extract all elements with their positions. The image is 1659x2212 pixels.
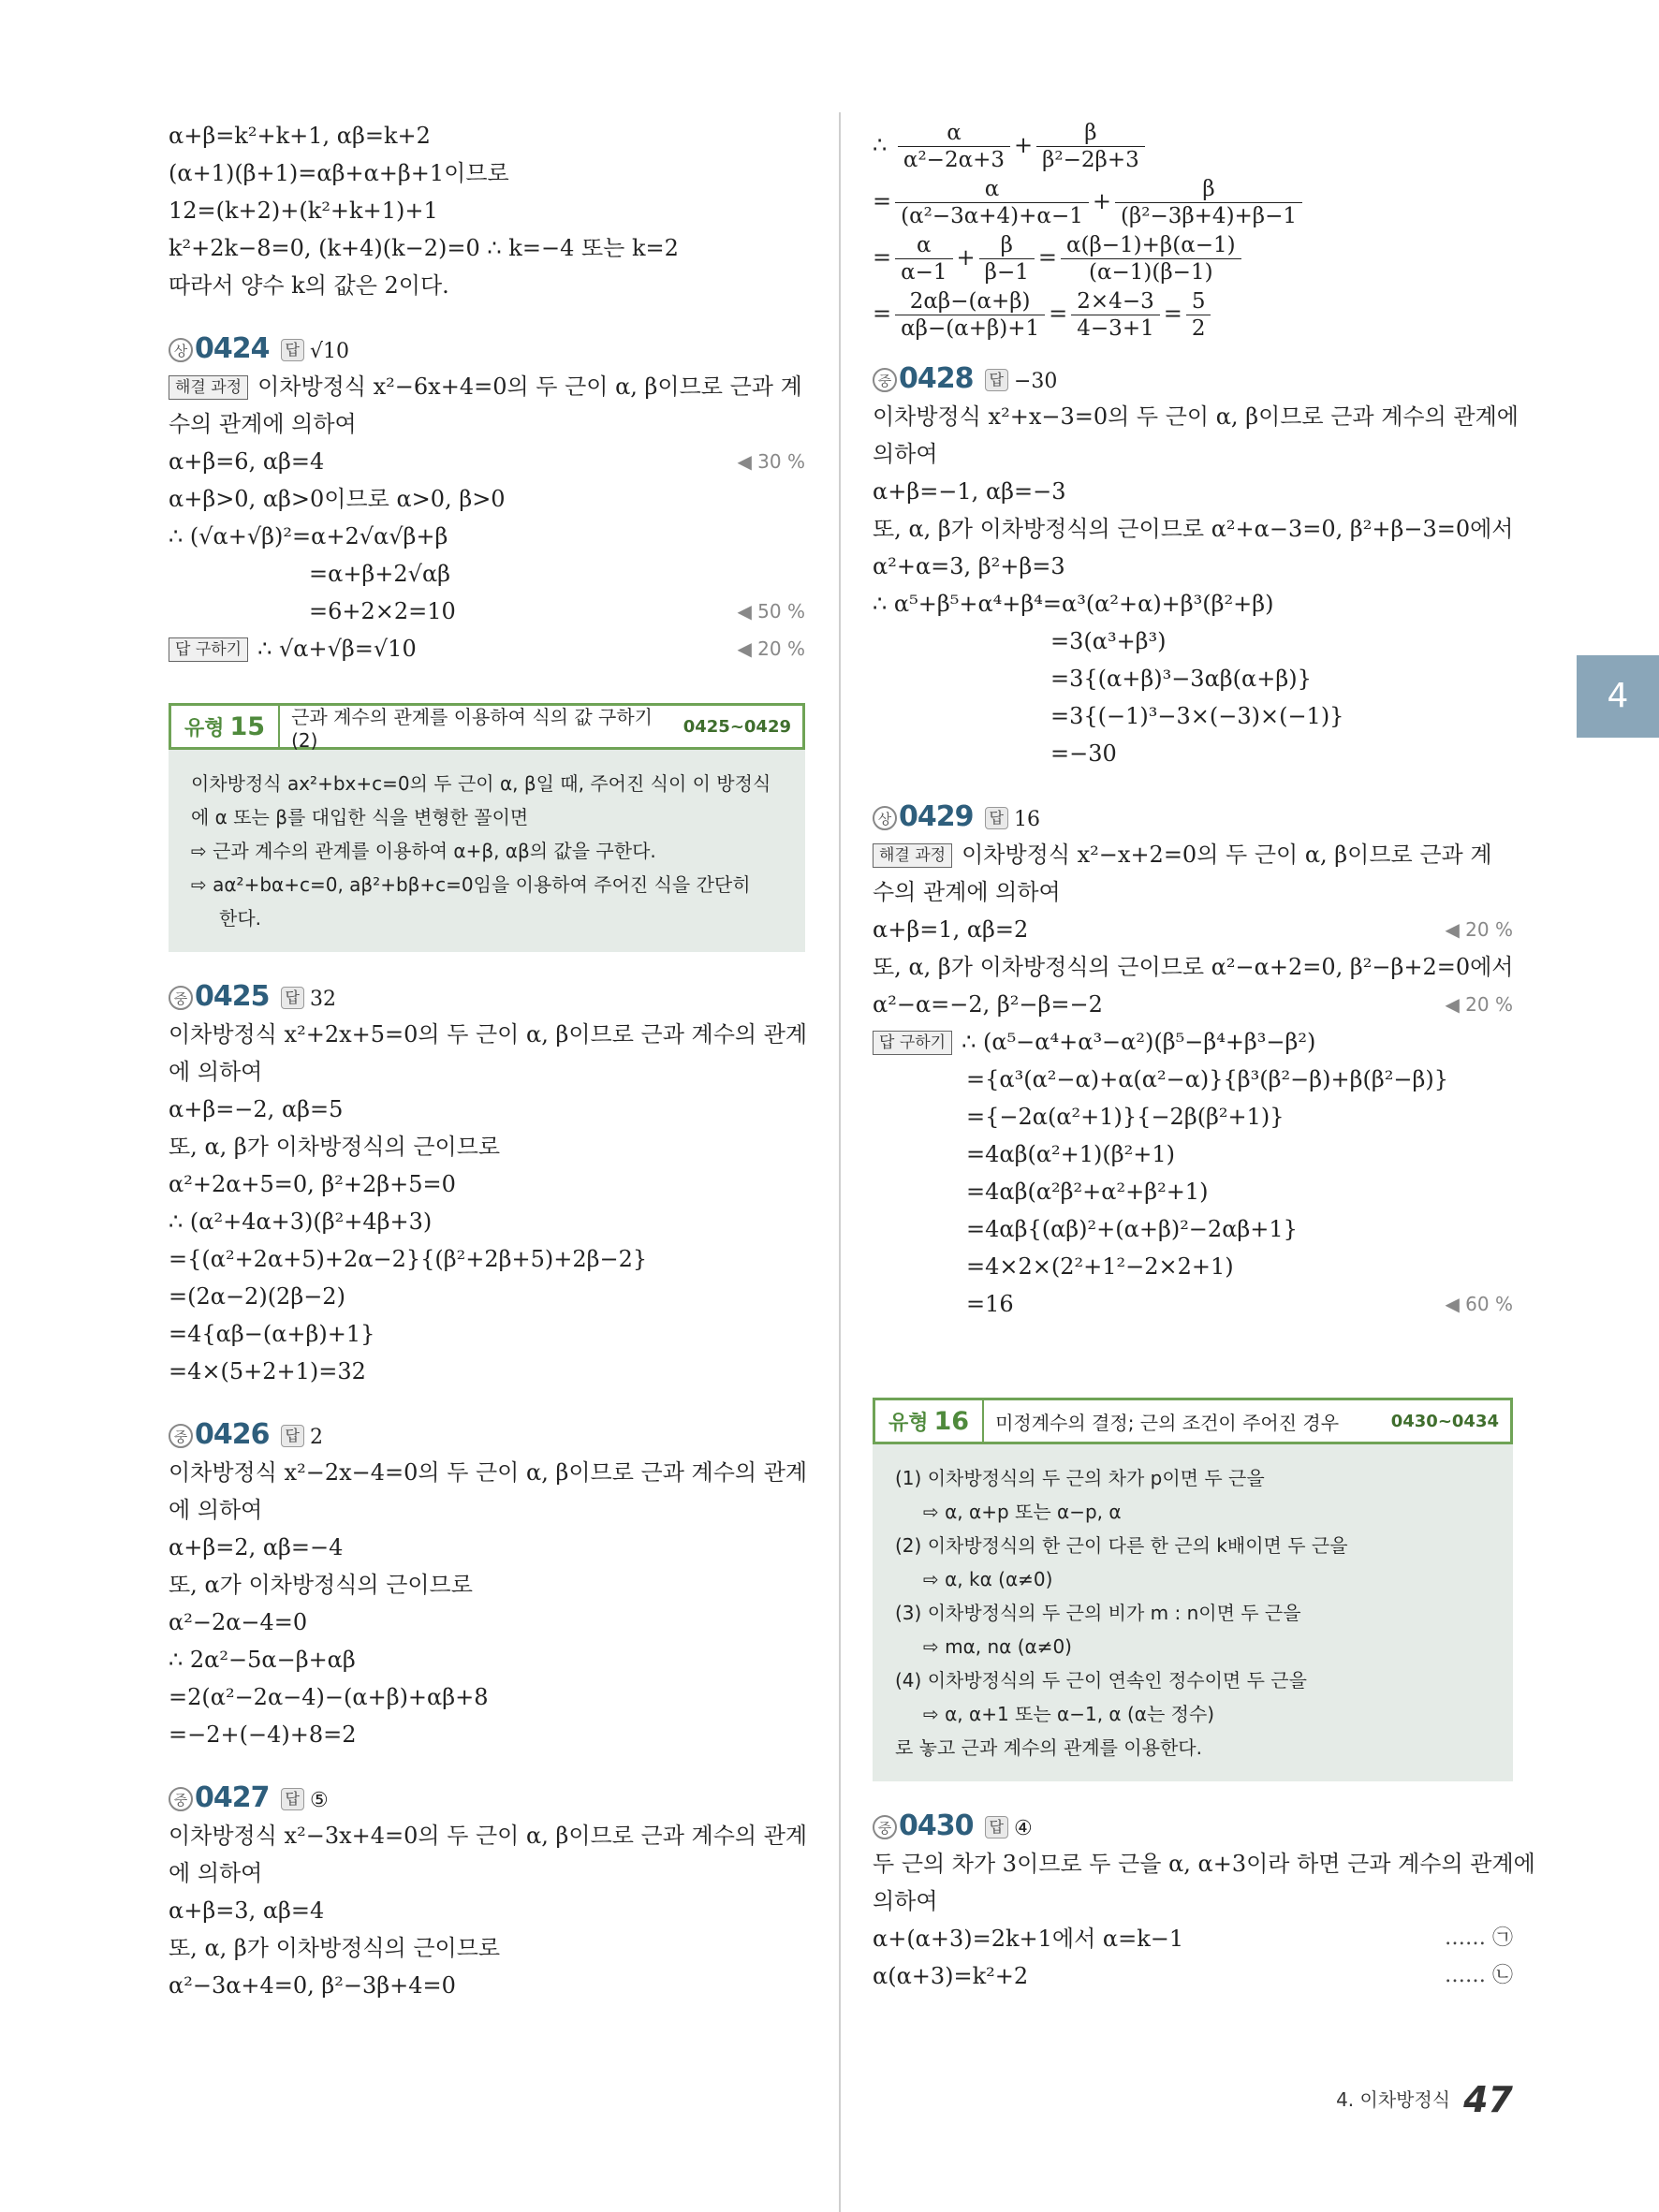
solution-line: =2(α²−2α−4)−(α+β)+αβ+8 xyxy=(169,1684,489,1710)
problem-0430 xyxy=(873,1808,1535,1995)
solution-line: =4{αβ−(α+β)+1} xyxy=(169,1321,375,1347)
solution-line xyxy=(873,986,1513,1023)
fraction-line xyxy=(873,173,1513,229)
right-column xyxy=(873,117,1535,1995)
score-percent: ◀ 60 % xyxy=(1445,1293,1513,1315)
line-text: α+β>0, αβ>0이므로 α>0, β>0 xyxy=(169,486,506,512)
fraction xyxy=(895,232,952,286)
level-badge: 중 xyxy=(169,1424,193,1448)
fraction xyxy=(1036,120,1145,173)
solution-line: (α+1)(β+1)=αβ+α+β+1이므로 xyxy=(169,160,509,186)
solution-line: ∴ α⁵+β⁵+α⁴+β⁴=α³(α²+α)+β³(β²+β) xyxy=(873,591,1274,617)
problem-number: 0428 xyxy=(899,362,974,395)
column-divider xyxy=(839,112,841,2212)
equation-marker: …… ㉡ xyxy=(1445,1964,1513,1987)
summary-line: (1) 이차방정식의 두 근의 차가 p이면 두 근을 xyxy=(895,1467,1265,1489)
type-summary xyxy=(169,750,805,952)
solution-line xyxy=(873,873,1513,911)
line-text: α+β=6, αβ=4 xyxy=(169,448,325,475)
problem-number: 0430 xyxy=(899,1809,974,1842)
solution-line: =−30 xyxy=(1050,740,1117,767)
solution-line xyxy=(873,1248,1513,1285)
chapter-tab: 4 xyxy=(1577,655,1659,738)
numerator: α xyxy=(898,120,1010,147)
line-text: 이차방정식 x²−x+2=0의 두 근이 α, β이므로 근과 계 xyxy=(962,842,1492,868)
problem-header xyxy=(873,1808,1513,1845)
summary-line: (4) 이차방정식의 두 근이 연속인 정수이면 두 근을 xyxy=(895,1669,1307,1692)
solution-line: 에 의하여 xyxy=(169,1497,263,1523)
numerator: 2×4−3 xyxy=(1071,288,1159,315)
solution-line: =−2+(−4)+8=2 xyxy=(169,1721,357,1748)
problem-0427-continued xyxy=(873,117,1513,342)
solution-line: 또, α, β가 이차방정식의 근이므로 xyxy=(169,1935,501,1961)
type-range: 0425~0429 xyxy=(683,716,791,737)
solution-line: α²+2α+5=0, β²+2β+5=0 xyxy=(169,1171,456,1197)
operator: + xyxy=(1014,132,1034,158)
solution-line xyxy=(873,1957,1513,1995)
fraction xyxy=(895,288,1045,342)
solution-line xyxy=(873,1173,1513,1210)
operator: + xyxy=(956,244,976,271)
numerator: β xyxy=(1036,120,1145,147)
line-text: 수의 관계에 의하여 xyxy=(169,411,357,437)
fraction-line xyxy=(873,117,1513,173)
solution-line xyxy=(169,405,805,443)
type-label xyxy=(171,706,280,747)
summary-line: 로 놓고 근과 계수의 관계를 이용한다. xyxy=(895,1736,1202,1759)
type-range: 0430~0434 xyxy=(1390,1411,1499,1431)
solution-line: =(2α−2)(2β−2) xyxy=(169,1283,345,1310)
type-16-section xyxy=(873,1398,1513,1781)
denominator: (α−1)(β−1) xyxy=(1089,260,1213,285)
denominator: β²−2β+3 xyxy=(1042,148,1139,172)
solution-line: ={(α²+2α+5)+2α−2}{(β²+2β+5)+2β−2} xyxy=(169,1246,648,1272)
fraction xyxy=(1115,176,1302,229)
operator: = xyxy=(1037,244,1057,271)
solution-line: 또, α, β가 이차방정식의 근이므로 xyxy=(169,1134,501,1160)
fraction-line xyxy=(873,286,1513,342)
step-tag: 해결 과정 xyxy=(873,843,952,868)
level-badge: 중 xyxy=(873,368,897,392)
problem-number: 0427 xyxy=(195,1781,270,1814)
solution-line xyxy=(873,1882,1513,1920)
answer-label: 답 xyxy=(281,339,304,361)
solution-line xyxy=(873,1135,1513,1173)
step-tag: 해결 과정 xyxy=(169,375,248,400)
numerator: β xyxy=(1115,176,1302,203)
solution-line xyxy=(873,1023,1513,1061)
operator: = xyxy=(1049,300,1068,327)
solution-line: 12=(k+2)+(k²+k+1)+1 xyxy=(169,198,438,224)
summary-line: 에 α 또는 β를 대입한 식을 변형한 꼴이면 xyxy=(191,806,529,828)
line-text: =4αβ(α²+1)(β²+1) xyxy=(966,1141,1175,1167)
fraction-line xyxy=(873,229,1513,286)
solution-line: α+β=−1, αβ=−3 xyxy=(873,478,1066,505)
denominator: α−1 xyxy=(901,260,947,285)
denominator: 2 xyxy=(1191,316,1206,341)
denominator: αβ−(α+β)+1 xyxy=(901,316,1040,341)
solution-line: 에 의하여 xyxy=(169,1059,263,1085)
denominator: β−1 xyxy=(984,260,1029,285)
denominator: (β²−3β+4)+β−1 xyxy=(1120,204,1298,228)
solution-line xyxy=(873,1061,1513,1098)
operator: + xyxy=(1092,188,1111,214)
answer-value: 2 xyxy=(309,1426,323,1449)
solution-line xyxy=(873,948,1513,986)
numerator: 2αβ−(α+β) xyxy=(895,288,1045,315)
answer-value: ④ xyxy=(1013,1817,1033,1840)
score-percent: ◀ 20 % xyxy=(1445,918,1513,941)
step-tag: 답 구하기 xyxy=(873,1031,952,1055)
type-header xyxy=(169,703,805,750)
level-badge: 상 xyxy=(873,806,897,830)
fraction xyxy=(979,232,1035,286)
score-percent: ◀ 30 % xyxy=(737,450,805,473)
line-text: 두 근의 차가 3이므로 두 근을 α, α+3이라 하면 근과 계수의 관계에 xyxy=(873,1851,1535,1877)
problem-number: 0426 xyxy=(195,1418,270,1451)
summary-line: ⇨ α, kα (α≠0) xyxy=(923,1568,1053,1590)
score-percent: ◀ 20 % xyxy=(737,637,805,660)
solution-line: α+β=2, αβ=−4 xyxy=(169,1534,344,1560)
operator: = xyxy=(873,188,892,214)
solution-line: α²−3α+4=0, β²−3β+4=0 xyxy=(169,1972,456,1999)
line-text: =α+β+2√αβ xyxy=(309,561,451,587)
problem-header xyxy=(169,1780,805,1817)
type-number: 16 xyxy=(933,1406,970,1436)
score-percent: ◀ 50 % xyxy=(737,600,805,623)
numerator: α xyxy=(895,176,1089,203)
level-badge: 중 xyxy=(169,1787,193,1811)
solution-line: 이차방정식 x²+x−3=0의 두 근이 α, β이므로 근과 계수의 관계에 xyxy=(873,403,1519,430)
line-text: α+(α+3)=2k+1에서 α=k−1 xyxy=(873,1926,1184,1952)
type-word: 유형 xyxy=(184,716,225,740)
problem-0426 xyxy=(169,1416,808,1753)
line-text: 또, α, β가 이차방정식의 근이므로 α²−α+2=0, β²−β+2=0에서 xyxy=(873,954,1514,980)
answer-value: −30 xyxy=(1013,370,1058,393)
answer-value: ⑤ xyxy=(309,1789,329,1812)
type-15-section xyxy=(169,703,805,952)
solution-line xyxy=(169,630,805,667)
problem-0428 xyxy=(873,360,1519,772)
line-text: α²−α=−2, β²−β=−2 xyxy=(873,991,1103,1018)
line-text: =6+2×2=10 xyxy=(309,598,456,624)
solution-line xyxy=(873,1210,1513,1248)
solution-line: 에 의하여 xyxy=(169,1860,263,1886)
fraction xyxy=(895,176,1089,229)
fraction xyxy=(898,120,1010,173)
type-number: 15 xyxy=(229,711,266,741)
solution-line xyxy=(169,443,805,480)
left-column xyxy=(169,117,808,2004)
problem-header xyxy=(169,978,805,1016)
therefore-symbol: ∴ xyxy=(873,132,888,158)
line-text: α(α+3)=k²+2 xyxy=(873,1963,1029,1989)
denominator: (α²−3α+4)+α−1 xyxy=(901,204,1083,228)
answer-label: 답 xyxy=(281,1788,304,1810)
denominator: α²−2α+3 xyxy=(903,148,1006,172)
footer-chapter: 4. 이차방정식 xyxy=(1336,2088,1451,2111)
answer-value: 32 xyxy=(309,988,336,1011)
operator: = xyxy=(873,300,892,327)
solution-line: α+β=3, αβ=4 xyxy=(169,1897,325,1924)
solution-line xyxy=(169,555,805,593)
problem-header xyxy=(873,798,1513,836)
problem-header xyxy=(873,360,1513,398)
line-text: ={α³(α²−α)+α(α²−α)}{β³(β²−β)+β(β²−β)} xyxy=(966,1066,1448,1092)
line-text: ∴ (√α+√β)²=α+2√α√β+β xyxy=(169,523,448,549)
score-percent: ◀ 20 % xyxy=(1445,993,1513,1016)
problem-number: 0425 xyxy=(195,980,270,1013)
numerator: 5 xyxy=(1186,288,1211,315)
answer-label: 답 xyxy=(985,1816,1008,1838)
solution-line xyxy=(169,368,805,405)
solution-line xyxy=(169,518,805,555)
solution-line: α²+α=3, β²+β=3 xyxy=(873,553,1065,579)
problem-number: 0424 xyxy=(195,332,270,365)
solution-line: =3(α³+β³) xyxy=(1050,628,1167,654)
solution-line: =3{(α+β)³−3αβ(α+β)} xyxy=(1050,666,1312,692)
solution-line: α²−2α−4=0 xyxy=(169,1609,308,1635)
equation-marker: …… ㉠ xyxy=(1445,1926,1513,1950)
operator: = xyxy=(1163,300,1182,327)
type-title: 근과 계수의 관계를 이용하여 식의 값 구하기 (2) xyxy=(291,705,653,752)
solution-line: α+β=−2, αβ=5 xyxy=(169,1096,344,1122)
solution-line xyxy=(169,593,805,630)
answer-label: 답 xyxy=(281,1425,304,1447)
line-text: ={−2α(α²+1)}{−2β(β²+1)} xyxy=(966,1104,1285,1130)
line-text: =4×2×(2²+1²−2×2+1) xyxy=(966,1253,1234,1280)
fraction xyxy=(1071,288,1159,342)
solution-line: =3{(−1)³−3×(−3)×(−1)} xyxy=(1050,703,1344,729)
type-word: 유형 xyxy=(888,1411,929,1435)
problem-number: 0429 xyxy=(899,800,974,833)
numerator: α(β−1)+β(α−1) xyxy=(1061,232,1241,259)
fraction xyxy=(1061,232,1241,286)
solution-line: 또, α가 이차방정식의 근이므로 xyxy=(169,1572,473,1598)
line-text: =4αβ(α²β²+α²+β²+1) xyxy=(966,1179,1209,1205)
line-text: 의하여 xyxy=(873,1888,938,1914)
type-header xyxy=(873,1398,1513,1444)
type-summary xyxy=(873,1444,1513,1781)
answer-value: √10 xyxy=(309,340,349,363)
summary-line: ⇨ 근과 계수의 관계를 이용하여 α+β, αβ의 값을 구한다. xyxy=(191,840,656,862)
line-text: 수의 관계에 의하여 xyxy=(873,879,1061,905)
solution-line: k²+2k−8=0, (k+4)(k−2)=0 ∴ k=−4 또는 k=2 xyxy=(169,235,679,261)
problem-0424 xyxy=(169,330,805,667)
summary-line: ⇨ α, α+1 또는 α−1, α (α는 정수) xyxy=(923,1703,1215,1725)
solution-line xyxy=(169,480,805,518)
line-text: ∴ √α+√β=√10 xyxy=(257,636,417,662)
step-tag: 답 구하기 xyxy=(169,637,248,662)
solution-line: =4×(5+2+1)=32 xyxy=(169,1358,366,1384)
summary-line: (2) 이차방정식의 한 근이 다른 한 근의 k배이면 두 근을 xyxy=(895,1534,1348,1557)
solution-line: ∴ 2α²−5α−β+αβ xyxy=(169,1647,356,1673)
solution-line: 이차방정식 x²−2x−4=0의 두 근이 α, β이므로 근과 계수의 관계 xyxy=(169,1459,808,1486)
level-badge: 중 xyxy=(169,986,193,1010)
operator: = xyxy=(873,244,892,271)
problem-0429 xyxy=(873,798,1513,1323)
top-solution xyxy=(169,117,805,304)
answer-label: 답 xyxy=(985,807,1008,829)
answer-value: 16 xyxy=(1013,808,1040,831)
type-title: 미정계수의 결정; 근의 조건이 주어진 경우 xyxy=(995,1411,1340,1434)
solution-line: 따라서 양수 k의 값은 2이다. xyxy=(169,272,449,299)
problem-header xyxy=(169,1416,805,1454)
summary-line: ⇨ aα²+bα+c=0, aβ²+bβ+c=0임을 이용하여 주어진 식을 간단히 xyxy=(191,873,751,896)
line-text: =4αβ{(αβ)²+(α+β)²−2αβ+1} xyxy=(966,1216,1298,1242)
answer-label: 답 xyxy=(985,369,1008,391)
solution-line: α+β=k²+k+1, αβ=k+2 xyxy=(169,123,431,149)
solution-line xyxy=(873,1098,1513,1135)
solution-line xyxy=(873,1285,1513,1323)
page-number: 47 xyxy=(1463,2079,1513,2120)
solution-line xyxy=(873,1845,1535,1882)
solution-line: 또, α, β가 이차방정식의 근이므로 α²+α−3=0, β²+β−3=0에서 xyxy=(873,516,1514,542)
level-badge: 상 xyxy=(169,338,193,362)
solution-line: 의하여 xyxy=(873,441,938,467)
summary-line: 한다. xyxy=(219,907,261,930)
solution-line xyxy=(873,1920,1513,1957)
numerator: β xyxy=(979,232,1035,259)
problem-0427 xyxy=(169,1780,808,2004)
line-text: 이차방정식 x²−6x+4=0의 두 근이 α, β이므로 근과 계 xyxy=(257,374,802,400)
problem-0425 xyxy=(169,978,808,1390)
line-text: ∴ (α⁵−α⁴+α³−α²)(β⁵−β⁴+β³−β²) xyxy=(962,1029,1316,1055)
solution-line: 이차방정식 x²+2x+5=0의 두 근이 α, β이므로 근과 계수의 관계 xyxy=(169,1021,808,1047)
summary-line: ⇨ α, α+p 또는 α−p, α xyxy=(923,1501,1122,1523)
denominator: 4−3+1 xyxy=(1077,316,1154,341)
answer-label: 답 xyxy=(281,987,304,1009)
solution-line xyxy=(873,836,1513,873)
line-text: =16 xyxy=(966,1291,1014,1317)
level-badge: 중 xyxy=(873,1815,897,1839)
page-footer xyxy=(1336,2079,1513,2120)
summary-line: (3) 이차방정식의 두 근의 비가 m : n이면 두 근을 xyxy=(895,1602,1301,1624)
summary-line: 이차방정식 ax²+bx+c=0의 두 근이 α, β일 때, 주어진 식이 이 방정식 xyxy=(191,772,771,795)
solution-line: ∴ (α²+4α+3)(β²+4β+3) xyxy=(169,1209,433,1235)
numerator: α xyxy=(895,232,952,259)
solution-line xyxy=(873,911,1513,948)
fraction xyxy=(1186,288,1211,342)
summary-line: ⇨ mα, nα (α≠0) xyxy=(923,1635,1072,1658)
solution-line: 이차방정식 x²−3x+4=0의 두 근이 α, β이므로 근과 계수의 관계 xyxy=(169,1823,808,1849)
line-text: α+β=1, αβ=2 xyxy=(873,916,1029,943)
type-label xyxy=(875,1400,984,1442)
problem-header xyxy=(169,330,805,368)
